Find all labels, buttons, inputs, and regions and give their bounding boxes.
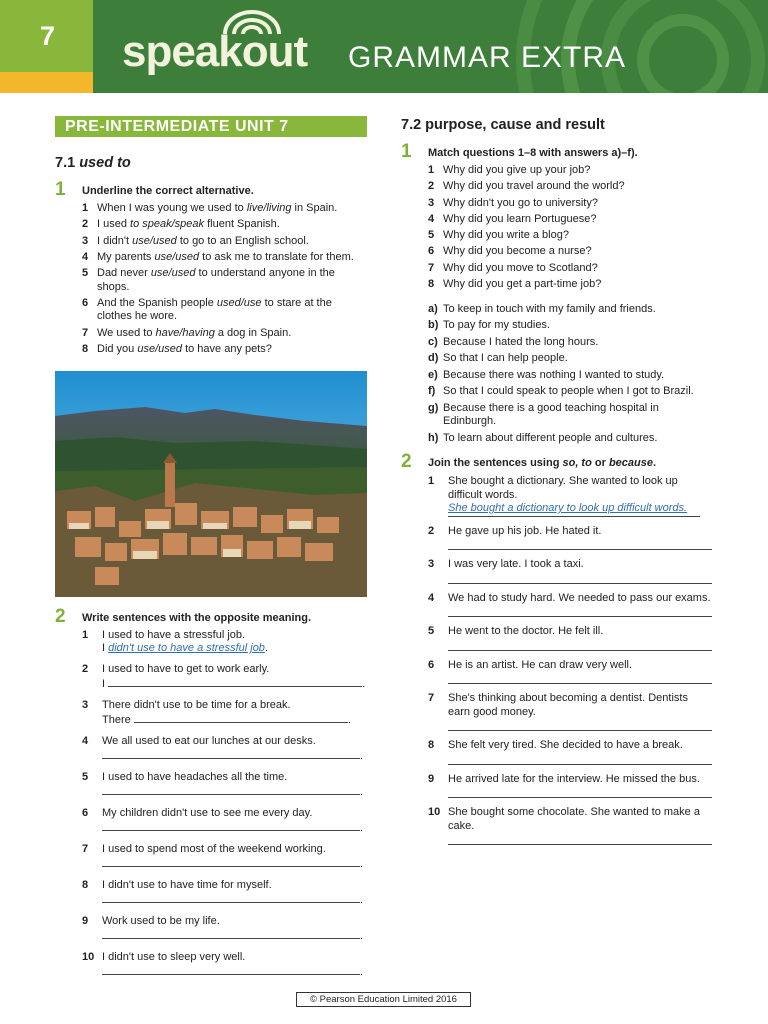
item-number: 5: [82, 267, 89, 280]
writing-item: [55, 951, 367, 980]
alternative-choice[interactable]: used/use: [216, 296, 262, 309]
exercise-number: 2: [401, 451, 412, 473]
list-item: [55, 235, 367, 249]
brand-prefix: speak: [122, 27, 242, 76]
example-answer: didn't use to have a stressful job: [108, 642, 265, 655]
item-prompt: Work used to be my life.: [102, 914, 220, 927]
item-text-pre: We used to: [97, 326, 156, 339]
exercise-number: 2: [55, 605, 66, 627]
item-prompt: He gave up his job. He hated it.: [448, 524, 602, 537]
question-item: [401, 197, 713, 211]
join-item: [401, 475, 713, 517]
item-number: 1: [82, 202, 89, 214]
answer-option: [401, 385, 713, 399]
writing-item: [55, 843, 367, 872]
answer-text: To pay for my studies.: [443, 319, 550, 332]
answer-line-input[interactable]: [448, 672, 712, 684]
answer-option: [401, 432, 713, 446]
answer-end: .: [360, 894, 364, 907]
item-number: 8: [428, 739, 435, 752]
left-column: [55, 116, 367, 987]
answer-text: Because there was nothing I wanted to study.: [443, 368, 665, 381]
answer-line-input[interactable]: [448, 605, 712, 617]
item-prompt: He is an artist. He can draw very well.: [448, 658, 633, 671]
answer-line-input[interactable]: [448, 786, 712, 798]
answer-option: [401, 303, 713, 317]
answer-end: .: [360, 930, 364, 943]
list-item: [55, 251, 367, 265]
exercise-items: [55, 629, 367, 980]
answer-row: [102, 712, 367, 728]
item-number: 2: [82, 662, 89, 675]
item-text-post: to ask me to translate for them.: [199, 250, 354, 263]
answer-letter: b): [428, 319, 439, 332]
answer-text: So that I can help people.: [443, 352, 568, 365]
section-heading-7-2: 7.2 purpose, cause and result: [401, 117, 605, 133]
item-prompt: I didn't use to have time for myself.: [102, 878, 272, 891]
item-prompt: He arrived late for the interview. He missed the bus.: [448, 772, 700, 785]
answer-row: [102, 676, 367, 692]
answer-option: [401, 402, 713, 429]
exercise-7-2-1: [401, 141, 713, 445]
exercise-7-1-1: [55, 179, 367, 357]
answer-line-input[interactable]: [448, 753, 712, 765]
answer-line-input[interactable]: [102, 820, 360, 831]
section-heading-7-1: [55, 154, 367, 172]
right-column: [401, 116, 713, 853]
grammar-extra-title: GRAMMAR EXTRA: [348, 41, 627, 74]
answer-line-input[interactable]: [108, 676, 362, 687]
question-text: Why did you learn Portuguese?: [443, 212, 597, 225]
item-number: 1: [428, 475, 435, 488]
answer-end: .: [362, 678, 366, 691]
answer-row: [102, 820, 367, 836]
writing-item: [55, 771, 367, 800]
unit-box-stripe: [0, 72, 93, 93]
item-prompt: I used to spend most of the weekend working.: [102, 842, 326, 855]
item-number: 7: [82, 326, 89, 339]
question-item: [401, 262, 713, 276]
answer-line-input[interactable]: [102, 892, 360, 903]
instruction-words: so, to: [562, 457, 592, 470]
question-text: Why did you travel around the world?: [443, 180, 625, 193]
item-text-post: in Spain.: [291, 202, 338, 214]
item-prompt: I didn't use to sleep very well.: [102, 950, 246, 963]
answer-option: [401, 336, 713, 350]
item-number: 4: [82, 250, 89, 263]
answer-letter: d): [428, 352, 439, 365]
join-item: [401, 806, 713, 845]
item-number: 4: [428, 591, 435, 604]
copyright-footer: © Pearson Education Limited 2016: [296, 992, 471, 1007]
answer-text: To learn about different people and cultures.: [443, 431, 658, 444]
answer-row: [102, 928, 367, 944]
answer-row: [448, 502, 700, 517]
answer-end: .: [264, 642, 268, 655]
unit-banner: PRE-INTERMEDIATE UNIT 7: [55, 116, 367, 137]
writing-item: [55, 629, 367, 656]
join-item: [401, 625, 713, 651]
instruction-end: .: [652, 457, 657, 470]
exercise-items: [55, 202, 367, 357]
answer-line-input[interactable]: [448, 572, 712, 584]
exercise-7-1-2: [55, 605, 367, 980]
item-number: 9: [428, 772, 435, 785]
answer-letter: e): [428, 368, 438, 381]
exercise-number: 1: [401, 141, 412, 162]
writing-item: [55, 879, 367, 908]
item-number: 3: [428, 196, 435, 209]
item-number: 7: [428, 692, 435, 705]
item-number: 6: [82, 296, 89, 309]
answer-line-input[interactable]: [102, 928, 360, 939]
answer-list: [401, 303, 713, 446]
item-number: 1: [428, 164, 435, 176]
answer-row: [102, 964, 367, 980]
unit-number: 7: [40, 21, 56, 51]
answer-letter: f): [428, 385, 436, 398]
answer-prefix: There: [102, 714, 131, 727]
question-item: [401, 229, 713, 243]
item-prompt: There didn't use to be time for a break.: [102, 698, 291, 711]
alternative-choice[interactable]: to speak/speak: [130, 218, 205, 231]
item-number: 8: [428, 278, 435, 291]
item-prompt: We all used to eat our lunches at our desks.: [102, 734, 316, 747]
answer-letter: h): [428, 431, 439, 444]
item-prompt: My children didn't use to see me every day.: [102, 806, 313, 819]
answer-line-input[interactable]: [102, 748, 360, 759]
item-prompt: He went to the doctor. He felt ill.: [448, 625, 604, 638]
answer-end: .: [360, 822, 364, 835]
item-text-post: to understand anyone in the shops.: [97, 267, 335, 293]
question-item: [401, 180, 713, 194]
question-list: [401, 164, 713, 292]
item-prompt: I used to have headaches all the time.: [102, 770, 288, 783]
answer-line-input[interactable]: [448, 538, 712, 550]
alternative-choice[interactable]: use/used: [150, 267, 196, 280]
section-number: 7.1: [55, 155, 76, 171]
exercise-items: [401, 475, 713, 845]
item-number: 3: [82, 698, 89, 711]
answer-end: .: [360, 858, 364, 871]
alternative-choice[interactable]: live/living: [246, 202, 292, 214]
item-text-pre: When I was young we used to: [97, 202, 247, 214]
answer-line-input[interactable]: [448, 719, 712, 731]
item-number: 4: [82, 734, 89, 747]
item-text-pre: I used: [97, 218, 131, 231]
exercise-instruction: Underline the correct alternative.: [82, 185, 254, 197]
answer-letter: a): [428, 302, 438, 315]
alternative-choice[interactable]: use/used: [137, 343, 183, 356]
question-item: [401, 213, 713, 227]
item-number: 3: [82, 234, 89, 247]
answer-line-input[interactable]: [102, 964, 360, 975]
exercise-instruction: Write sentences with the opposite meaning.: [82, 611, 312, 624]
question-text: Why did you move to Scotland?: [443, 261, 598, 274]
item-text-pre: And the Spanish people: [97, 296, 217, 309]
item-prompt: She felt very tired. She decided to have a break.: [448, 739, 683, 752]
answer-end: .: [347, 714, 351, 727]
answer-row: [102, 748, 367, 764]
alternative-choice[interactable]: use/used: [132, 234, 177, 247]
item-number: 3: [428, 558, 435, 571]
answer-line-input[interactable]: [134, 712, 348, 723]
exercise-number: 1: [55, 179, 66, 200]
instruction-last: because: [608, 457, 653, 470]
join-item: [401, 525, 713, 551]
item-text-pre: I didn't: [97, 234, 133, 247]
list-item: [55, 202, 367, 216]
speakout-logo: [122, 28, 307, 76]
answer-prefix: I: [102, 678, 106, 691]
item-text-post: to have any pets?: [182, 343, 272, 356]
writing-item: [55, 663, 367, 692]
join-item: [401, 659, 713, 685]
item-prompt: She bought some chocolate. She wanted to make a cake.: [448, 806, 700, 832]
answer-text: To keep in touch with my family and friends.: [443, 302, 656, 315]
join-item: [401, 773, 713, 799]
brand-suffix: out: [241, 27, 308, 76]
list-item: [55, 218, 367, 232]
join-item: [401, 692, 713, 731]
answer-row: [102, 856, 367, 872]
section-topic: used to: [79, 155, 131, 171]
alternative-choice[interactable]: use/used: [154, 250, 200, 263]
answer-row: [102, 892, 367, 908]
item-text-post: to go to an English school.: [176, 234, 309, 247]
join-item: [401, 558, 713, 584]
answer-letter: c): [428, 335, 438, 348]
item-prompt: We had to study hard. We needed to pass our exams.: [448, 591, 711, 604]
item-number: 9: [82, 914, 89, 927]
item-number: 6: [82, 806, 89, 819]
item-text-pre: Dad never: [97, 267, 151, 280]
answer-line-input[interactable]: [448, 833, 712, 845]
answer-letter: g): [428, 401, 439, 414]
list-item: [55, 343, 367, 357]
question-text: Why did you give up your job?: [443, 164, 591, 176]
item-prompt: She's thinking about becoming a dentist. Dentists earn good money.: [448, 692, 688, 718]
instruction-mid: or: [591, 457, 609, 470]
item-number: 5: [428, 229, 435, 242]
exercise-instruction: Match questions 1–8 with answers a)–f).: [428, 147, 638, 159]
item-text-pre: Did you: [97, 343, 138, 356]
answer-end: .: [360, 786, 364, 799]
item-number: 2: [428, 524, 435, 537]
item-prompt: I was very late. I took a taxi.: [448, 558, 584, 571]
answer-row: [102, 784, 367, 800]
item-text-pre: My parents: [97, 250, 155, 263]
item-number: 8: [82, 343, 89, 356]
item-text-post: fluent Spanish.: [204, 218, 280, 231]
item-number: 10: [428, 806, 441, 819]
answer-end: .: [360, 750, 364, 763]
writing-item: [55, 915, 367, 944]
item-prompt: She bought a dictionary. She wanted to look up difficult words.: [448, 475, 678, 501]
question-item: [401, 245, 713, 259]
question-text: Why did you write a blog?: [443, 229, 569, 242]
item-number: 2: [82, 218, 89, 231]
item-prompt: I used to have to get to work early.: [102, 662, 270, 675]
join-item: [401, 592, 713, 618]
question-text: Why did you become a nurse?: [443, 245, 592, 258]
join-item: [401, 739, 713, 765]
question-text: Why did you get a part-time job?: [443, 278, 602, 291]
instruction-pre: Join the sentences using: [428, 457, 563, 470]
answer-line-input[interactable]: [102, 856, 360, 867]
answer-line-input[interactable]: [448, 639, 712, 651]
writing-item: [55, 699, 367, 728]
question-item: [401, 278, 713, 292]
list-item: [55, 327, 367, 341]
answer-option: [401, 319, 713, 333]
page-header: [0, 0, 768, 93]
answer-end: .: [360, 966, 364, 979]
item-number: 5: [82, 770, 89, 783]
answer-text: So that I could speak to people when I got to Brazil.: [443, 385, 694, 398]
example-answer: She bought a dictionary to look up difficult words.: [448, 502, 688, 515]
exercise-7-2-2: [401, 451, 713, 845]
answer-prefix: I: [102, 642, 106, 655]
exercise-instruction: [428, 456, 713, 471]
item-number: 6: [428, 245, 435, 258]
answer-text: Because there is a good teaching hospital in Edinburgh.: [443, 401, 659, 428]
writing-item: [55, 735, 367, 764]
list-item: [55, 267, 367, 294]
item-number: 6: [428, 658, 435, 671]
question-text: Why didn't you go to university?: [443, 196, 598, 209]
answer-row: [102, 642, 367, 656]
item-number: 5: [428, 625, 435, 638]
list-item: [55, 297, 367, 324]
item-number: 7: [428, 261, 435, 274]
item-number: 2: [428, 180, 435, 193]
question-item: [401, 164, 713, 178]
item-number: 1: [82, 628, 89, 641]
alternative-choice[interactable]: have/having: [155, 326, 215, 339]
village-photo: [55, 371, 367, 597]
item-number: 4: [428, 212, 435, 225]
item-number: 7: [82, 842, 89, 855]
item-number: 10: [82, 950, 95, 963]
answer-option: [401, 352, 713, 366]
answer-option: [401, 369, 713, 383]
item-text-post: to stare at the clothes he wore.: [97, 296, 332, 323]
answer-line-input[interactable]: [102, 784, 360, 795]
item-prompt: I used to have a stressful job.: [102, 628, 246, 641]
answer-text: Because I hated the long hours.: [443, 335, 599, 348]
item-text-post: a dog in Spain.: [214, 326, 292, 339]
writing-item: [55, 807, 367, 836]
item-number: 8: [82, 878, 89, 891]
